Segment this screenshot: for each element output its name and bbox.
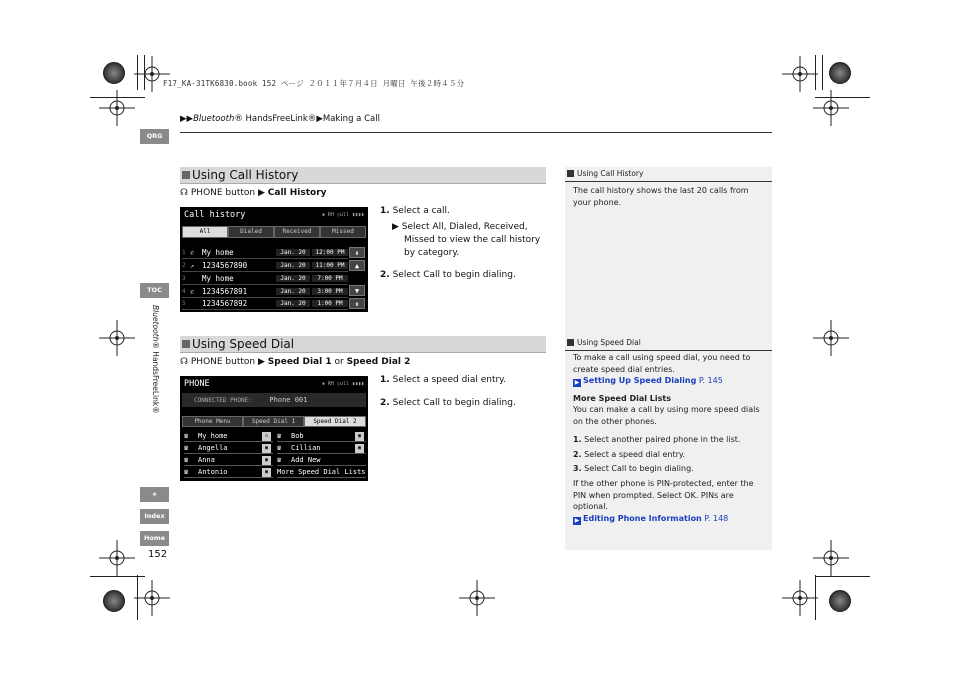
phone-handset-icon: ☎ [184,456,189,464]
entry-name: My home [198,432,228,440]
sidebar-subheading: More Speed Dial Lists [573,394,671,403]
crosshair-icon [99,90,135,126]
row-number: 3 [182,275,186,282]
phone-button-icon: ☊ [180,188,188,198]
call-time: 11:00 PM [312,262,348,269]
call-type-icon: ↗ [190,261,195,270]
status-icons: ✱ RH ▯ull ▮▮▮▮ [321,381,364,387]
note-marker-icon [567,339,574,346]
vertical-chapter-title [151,305,160,414]
call-date: Jan. 20 [276,288,310,295]
crosshair-icon [813,540,849,576]
phone-handset-icon: ☎ [277,444,282,452]
add-new-entry[interactable] [277,455,366,466]
path-phone-button: PHONE button [190,357,256,367]
tab-speed-dial-1[interactable]: Speed Dial 1 [243,416,304,427]
vertical-title-italic: Bluetooth [151,305,160,342]
entry-name: Angella [198,444,228,452]
crop-line [90,97,145,98]
row-number: 5 [182,300,186,307]
phone-handset-icon: ☎ [277,432,282,440]
section-title: Using Call History [192,168,299,182]
index-tab[interactable]: Index [140,509,169,524]
screen-title: PHONE [184,379,210,389]
page-up-icon[interactable]: ⇞ [349,247,365,258]
connected-phone-bar [182,393,366,407]
row-number: 4 [182,288,186,295]
mobile-badge-icon: ▣ [262,468,271,477]
call-history-tabs [182,226,366,238]
vertical-title-rest: ® HandsFreeLink® [151,341,160,414]
step-text: to begin dialing. [440,398,516,408]
entry-name: Cillian [291,444,321,452]
entry-name: Add New [291,456,321,464]
entry-name: Bob [291,432,304,440]
call-row[interactable] [182,247,348,259]
sub-rest: to view the call history by category. [404,235,541,258]
crop-line [144,55,145,90]
crop-line [815,575,816,620]
phone-button-icon: ☊ [180,357,188,367]
crosshair-icon [459,580,495,616]
sidebar-list-item: 2. Select a speed dial entry. [573,450,686,459]
header-rule [180,132,772,133]
tab-missed[interactable]: Missed [320,226,366,238]
connected-phone-value: Phone 001 [269,396,308,404]
call-time: 12:00 PM [312,249,348,256]
crop-line [137,55,138,90]
link-text: Setting Up Speed Dialing [583,376,697,385]
row-number: 1 [182,249,186,256]
sidebar-heading-text: Using Speed Dial [577,338,641,347]
page-number: 152 [148,549,168,560]
list-text: Select a speed dial entry. [584,450,686,459]
crop-line [137,575,138,620]
mobile-badge-icon: ▣ [355,444,364,453]
call-word: Call [423,270,441,280]
section-square-icon [182,171,190,179]
editing-phone-information-link[interactable] [583,514,728,523]
entry-name: Antonio [198,468,228,476]
sub-dialed: Dialed [449,222,479,232]
crosshair-icon [782,56,818,92]
crop-line [822,55,823,90]
breadcrumb-markers: ▶▶ [180,114,194,124]
call-date: Jan. 20 [276,275,310,282]
pin-text: If the other phone is PIN-protected, enter the PIN when prompted. Select [573,479,754,500]
note-marker-icon [567,170,574,177]
step-text: Select [392,398,424,408]
list-text: Select [584,464,612,473]
navigation-path [180,188,327,198]
registration-disc-icon [103,590,125,612]
call-name: My home [202,248,234,257]
more-speed-dial-lists[interactable] [277,467,366,478]
section-heading-speed-dial [180,336,546,353]
list-text: Select another paired phone in the list. [584,435,741,444]
sidebar-list-item: 3. Select Call to begin dialing. [573,464,694,473]
speed-dial-entry[interactable] [184,455,273,466]
crosshair-icon [782,580,818,616]
step-text: Select a speed dial entry. [392,375,507,385]
phone-handset-icon: ☎ [184,468,189,476]
phone-handset-icon: ☎ [277,456,282,464]
path-call-history: Call History [267,188,327,198]
step-text: Select [392,270,424,280]
breadcrumb-handsfreelink[interactable]: ® HandsFreeLink® [234,114,317,124]
registration-disc-icon [103,62,125,84]
crosshair-icon [134,580,170,616]
call-row[interactable] [182,286,348,298]
sub-text: Select [401,222,433,232]
registration-disc-icon [829,590,851,612]
call-name: 1234567892 [202,299,248,308]
call-type-icon: ✆ [190,248,195,257]
speed-dial-entry[interactable] [184,443,273,454]
crop-line [815,97,870,98]
scroll-up-icon[interactable]: ▲ [349,260,365,271]
page-down-icon[interactable]: ⇟ [349,298,365,309]
navigation-path [180,357,410,367]
section-square-icon [182,340,190,348]
call-name: My home [202,274,234,283]
sidebar-intro-text: To make a call using speed dial, you need to create speed dial entries. [573,353,751,374]
step-1-sub [392,221,552,234]
sub-missed: Missed [404,235,435,245]
screen-title: Call history [184,210,246,220]
entry-name: More Speed Dial Lists [277,468,366,476]
call-row[interactable] [182,273,348,285]
call-date: Jan. 20 [276,262,310,269]
call-time: 3:00 PM [312,288,348,295]
speed-dial-entry[interactable] [277,443,366,454]
call-time: 7:00 PM [312,275,348,282]
speed-dial-entry[interactable] [277,431,366,442]
setting-up-speed-dialing-link[interactable] [583,376,723,385]
breadcrumb-making-a-call: Making a Call [322,114,380,124]
breadcrumb-separator: ▶ [316,114,323,124]
tab-all[interactable]: All [182,226,228,238]
section-heading-call-history [180,167,546,184]
path-speed-dial-2: Speed Dial 2 [346,357,411,367]
path-phone-button: PHONE button [190,188,256,198]
mobile-badge-icon: ▣ [355,432,364,441]
call-type-icon: ✆ [190,287,195,296]
speed-dial-screen [180,376,368,481]
home-tab[interactable]: Home [140,531,169,546]
speed-dial-tabs [182,416,366,427]
scroll-down-icon[interactable]: ▼ [349,285,365,296]
speed-dial-entry[interactable] [184,467,273,478]
phone-handset-icon: ☎ [184,444,189,452]
sidebar-list-item: 1. Select another paired phone in the list. [573,435,741,444]
step-1 [380,374,545,387]
step-2 [380,269,545,282]
sidebar-pin-note [573,478,768,525]
link-text: Editing Phone Information [583,513,702,523]
row-number: 2 [182,262,186,269]
crosshair-icon [813,320,849,356]
sub-received: Received [483,222,525,232]
entry-name: Anna [198,456,215,464]
call-row[interactable] [182,260,348,272]
step-number: 1. [380,375,390,385]
qrg-tab[interactable]: QRG [140,129,169,144]
status-icons: ✱ RH ▯ull ▮▮▮▮ [321,212,364,218]
sub-arrow-icon: ▶ [392,222,399,232]
crosshair-icon [99,540,135,576]
sidebar-heading [565,336,772,351]
sub-comma: , [443,222,450,232]
call-row[interactable] [182,298,348,310]
step-number: 2. [380,270,390,280]
call-date: Jan. 20 [276,300,310,307]
sub-comma: , [478,222,484,232]
step-number: 1. [380,206,390,216]
path-arrow-icon: ▶ [258,357,265,367]
sidebar-sub-text: You can make a call by using more speed dials on the other phones. [573,405,760,426]
sidebar-text: The call history shows the last 20 calls from your phone. [573,186,749,207]
crosshair-icon [99,320,135,356]
crop-line [90,576,145,577]
sidebar-heading-text: Using Call History [577,169,644,178]
breadcrumb [180,114,380,124]
call-word: Call [611,464,627,473]
sidebar-heading [565,167,772,182]
call-history-screen [180,207,368,312]
tab-phone-menu[interactable]: Phone Menu [182,416,243,427]
crop-line [815,55,816,90]
voice-command-tab[interactable]: ⟡ [140,487,169,502]
link-arrow-icon: ▶ [574,516,580,524]
call-word: Call [423,398,441,408]
tab-received[interactable]: Received [274,226,320,238]
link-page: P. 145 [696,376,723,385]
mobile-badge-icon: ▣ [262,444,271,453]
home-badge-icon: ⌂ [262,432,271,441]
sidebar-speed-dial-intro [573,352,768,387]
mobile-badge-icon: ▣ [262,456,271,465]
step-text: to begin dialing. [440,270,516,280]
phone-handset-icon: ☎ [184,432,189,440]
tab-dialed[interactable]: Dialed [228,226,274,238]
sub-all: All [432,222,444,232]
call-name: 1234567890 [202,261,248,270]
step-1-sub-cont [404,234,554,260]
print-header: F17_KA-31TK6830.book 152 ページ ２０１１年７月４日 月曜日 午後２時４５分 [163,79,465,88]
path-or: or [331,357,347,367]
step-number: 2. [380,398,390,408]
sub-comma: , [524,222,528,232]
ok-word: OK [684,490,696,500]
breadcrumb-bluetooth[interactable]: Bluetooth [193,114,235,124]
step-2 [380,397,545,410]
crop-line [815,576,870,577]
registration-disc-icon [829,62,851,84]
link-page: P. 148 [701,513,729,523]
connected-phone-label: CONNECTED PHONE: [194,397,252,404]
path-speed-dial-1: Speed Dial 1 [267,357,332,367]
speed-dial-entry[interactable] [184,431,273,442]
path-arrow-icon: ▶ [258,188,265,198]
step-text: Select a call. [392,206,450,216]
toc-tab[interactable]: TOC [140,283,169,298]
call-date: Jan. 20 [276,249,310,256]
tab-speed-dial-2[interactable]: Speed Dial 2 [304,416,366,427]
pin-text: . PINs are optional. [573,490,734,511]
link-arrow-icon: ▶ [574,379,580,386]
call-name: 1234567891 [202,287,248,296]
crosshair-icon [813,90,849,126]
call-time: 1:00 PM [312,300,348,307]
list-text: to begin dialing. [626,464,694,473]
section-title: Using Speed Dial [192,337,295,351]
step-1 [380,205,545,218]
